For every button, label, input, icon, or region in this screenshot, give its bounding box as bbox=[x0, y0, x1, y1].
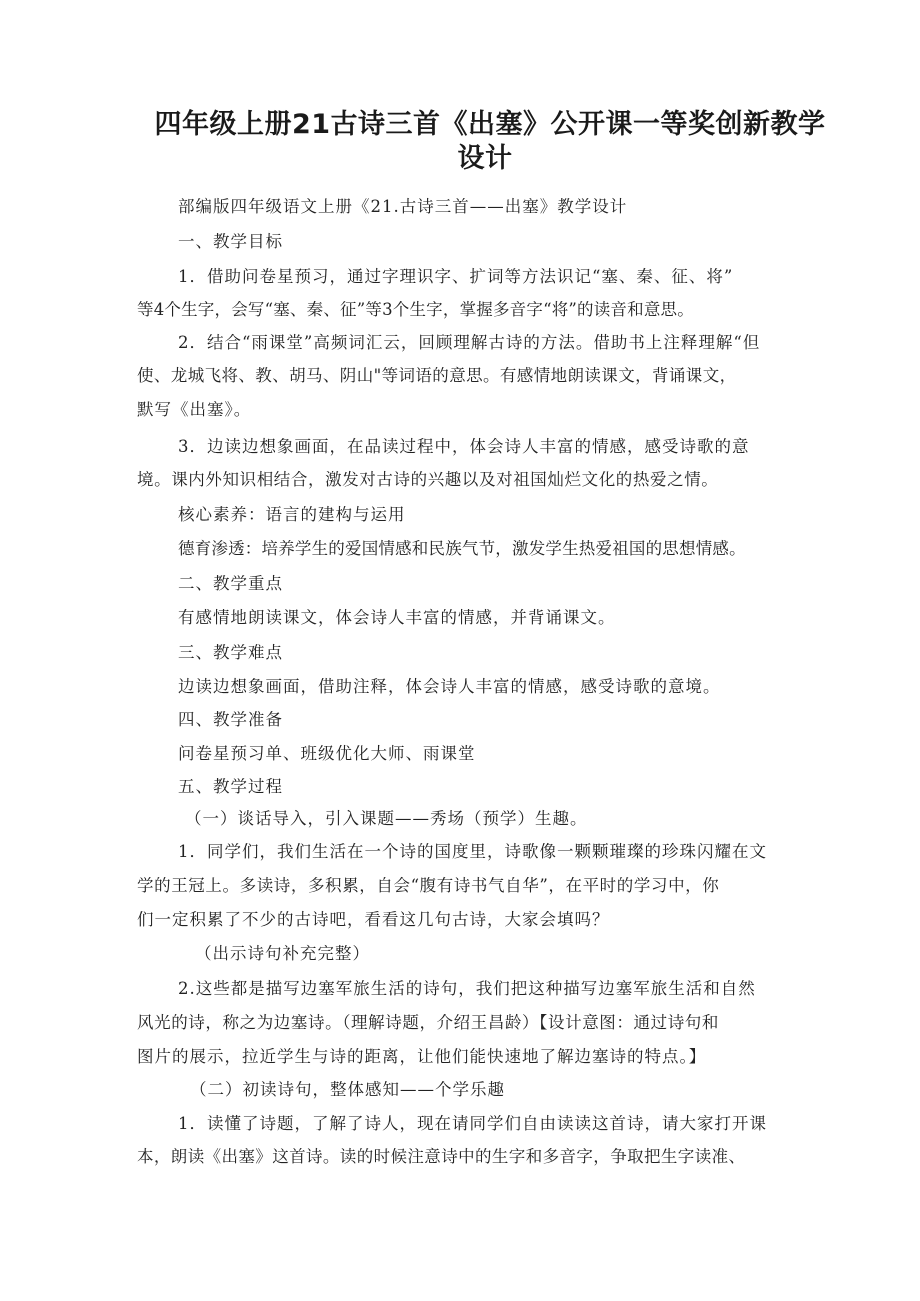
section-heading: 一、教学目标 bbox=[178, 232, 283, 251]
paragraph-line: 学的王冠上。多读诗，多积累，自会“腹有诗书气自华”，在平时的学习中，你 bbox=[137, 876, 720, 895]
paragraph-line: （出示诗句补充完整） bbox=[195, 944, 370, 963]
paragraph-line: 使、龙城飞将、教、胡马、阴山"等词语的意思。有感情地朗读课文，背诵课文， bbox=[137, 366, 737, 385]
paragraph-line: 1．借助问卷星预习，通过字理识字、扩词等方法识记“塞、秦、征、将” bbox=[178, 267, 734, 286]
section-heading: 二、教学重点 bbox=[178, 574, 283, 593]
paragraph-line: 1．读懂了诗题，了解了诗人，现在请同学们自由读读这首诗，请大家打开课 bbox=[178, 1114, 767, 1133]
paragraph-line: 默写《出塞》。 bbox=[137, 400, 252, 419]
paragraph-line: 境。课内外知识相结合，激发对古诗的兴趣以及对祖国灿烂文化的热爱之情。 bbox=[137, 470, 719, 489]
paragraph-line: 3．边读边想象画面，在品读过程中，体会诗人丰富的情感，感受诗歌的意 bbox=[178, 437, 750, 456]
paragraph-line: 们一定积累了不少的古诗吧，看看这几句古诗，大家会填吗？ bbox=[137, 910, 610, 929]
document-title bbox=[150, 108, 830, 176]
paragraph-line: 1．同学们，我们生活在一个诗的国度里，诗歌像一颗颗璀璨的珍珠闪耀在文 bbox=[178, 842, 767, 861]
paragraph-line: 有感情地朗读课文，体会诗人丰富的情感，并背诵课文。 bbox=[178, 608, 616, 627]
title-line-2: 设计 bbox=[457, 143, 513, 174]
subsection-heading: （二）初读诗句，整体感知——个学乐趣 bbox=[190, 1080, 505, 1099]
section-heading: 三、教学难点 bbox=[178, 643, 283, 662]
title-line-1: 四年级上册21古诗三首《出塞》公开课一等奖创新教学 bbox=[154, 109, 826, 140]
subsection-heading: （一）谈话导入，引入课题——秀场（预学）生趣。 bbox=[185, 809, 588, 828]
paragraph-line: 核心素养：语言的建构与运用 bbox=[178, 505, 406, 524]
paragraph-line: 等4个生字，会写“塞、秦、征”等3个生字，掌握多音字“将”的读音和意思。 bbox=[137, 300, 694, 319]
subtitle-line: 部编版四年级语文上册《21.古诗三首——出塞》教学设计 bbox=[178, 197, 628, 216]
paragraph-line: 图片的展示，拉近学生与诗的距离，让他们能快速地了解边塞诗的特点。】 bbox=[137, 1047, 707, 1066]
paragraph-line: 边读边想象画面，借助注释，体会诗人丰富的情感，感受诗歌的意境。 bbox=[178, 677, 721, 696]
section-heading: 四、教学准备 bbox=[178, 710, 283, 729]
paragraph-line: 2.这些都是描写边塞军旅生活的诗句，我们把这种描写边塞军旅生活和自然 bbox=[178, 979, 756, 998]
paragraph-line: 本，朗读《出塞》这首诗。读的时候注意诗中的生字和多音字，争取把生字读准、 bbox=[137, 1147, 746, 1166]
paragraph-line: 2．结合“雨课堂”高频词汇云，回顾理解古诗的方法。借助书上注释理解“但 bbox=[178, 333, 761, 352]
paragraph-line: 问卷星预习单、班级优化大师、雨课堂 bbox=[178, 744, 476, 763]
paragraph-line: 风光的诗，称之为边塞诗。（理解诗题，介绍王昌龄）【设计意图：通过诗句和 bbox=[137, 1013, 719, 1032]
paragraph-line: 德育渗透：培养学生的爱国情感和民族气节，激发学生热爱祖国的思想情感。 bbox=[178, 539, 746, 558]
section-heading: 五、教学过程 bbox=[178, 777, 283, 796]
